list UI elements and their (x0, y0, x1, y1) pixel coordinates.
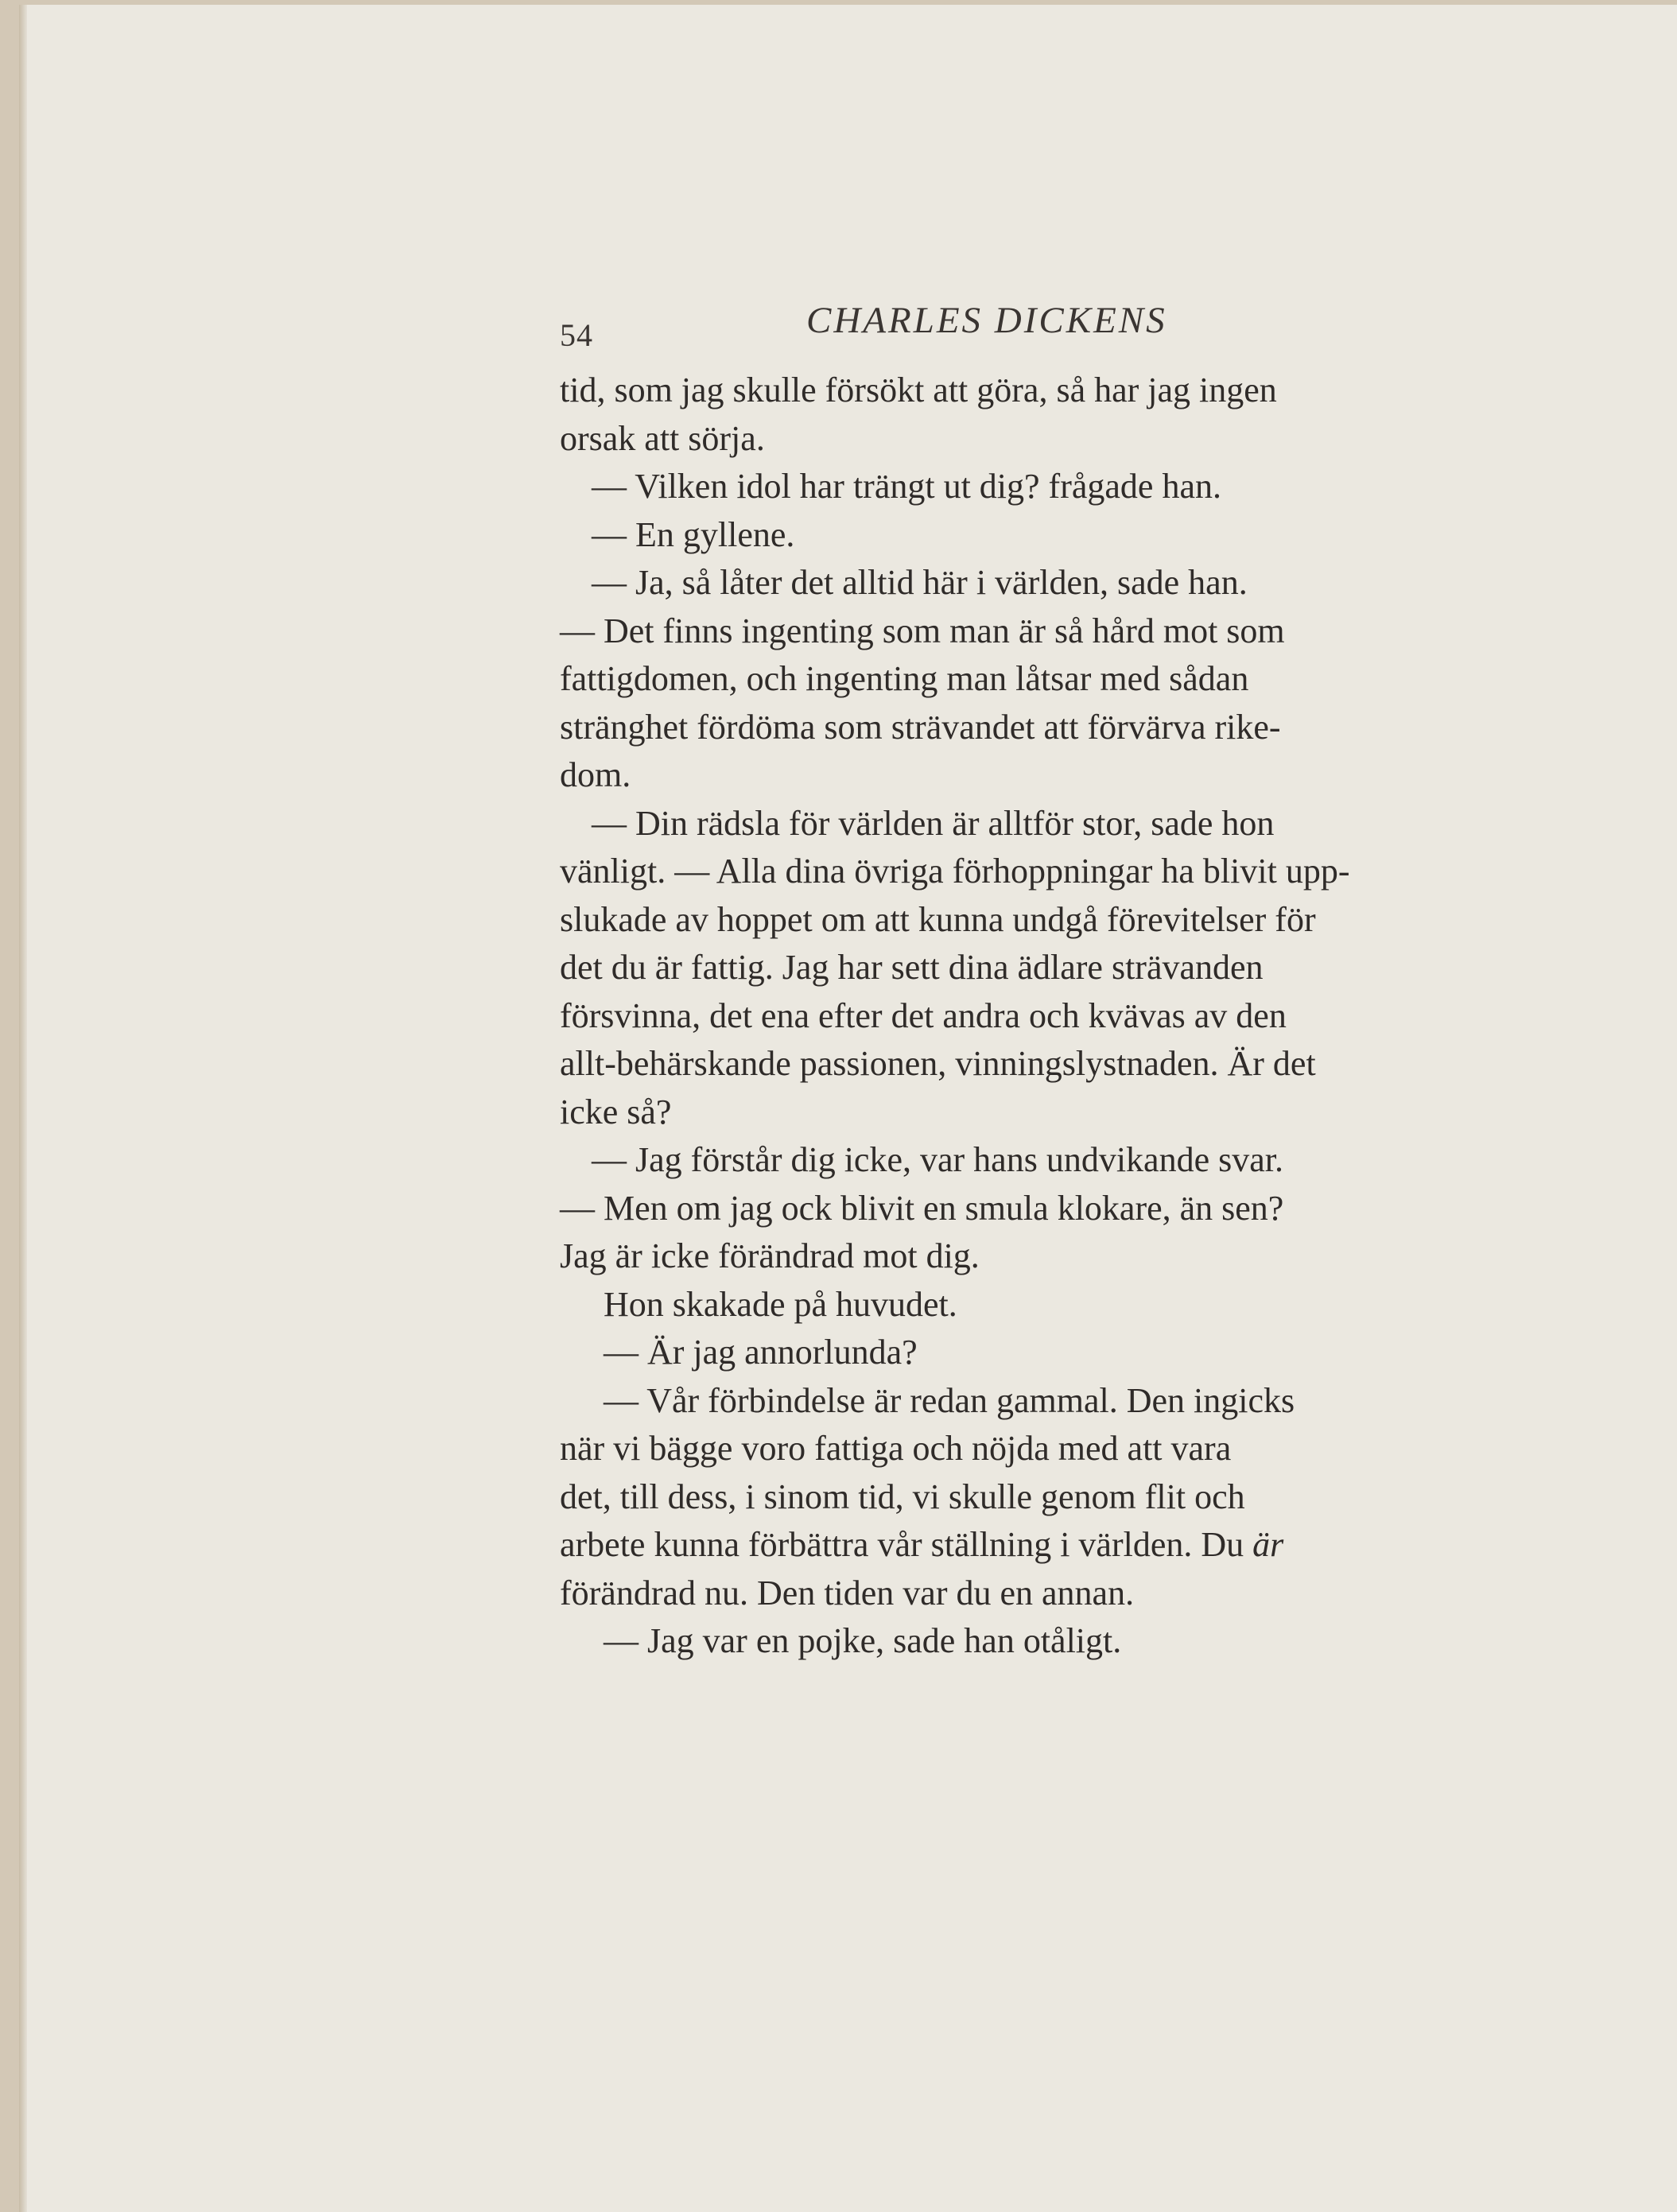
text-line: orsak att sörja. (560, 418, 765, 458)
text-line: försvinna, det ena efter det andra och kvävas av den (560, 995, 1287, 1035)
text-line: det, till dess, i sinom tid, vi skulle genom flit och (560, 1477, 1245, 1516)
text-line: dom. (560, 755, 631, 794)
emphasized-word: är (1252, 1525, 1284, 1564)
text-line: — Jag var en pojke, sade han otåligt. (604, 1621, 1122, 1660)
text-line: Hon skakade på huvudet. (604, 1284, 957, 1324)
page-header (560, 299, 1498, 363)
text-line: allt-behärskande passionen, vinningslystnaden. Är det (560, 1044, 1316, 1083)
text-line: när vi bägge voro fattiga och nöjda med att vara (560, 1429, 1232, 1468)
text-line: — En gyllene. (592, 514, 795, 554)
text-line: — Vår förbindelse är redan gammal. Den ingicks (604, 1380, 1295, 1420)
text-line: fattigdomen, och ingenting man låtsar med sådan (560, 659, 1249, 698)
text-line: — Jag förstår dig icke, var hans undvikande svar. (592, 1140, 1283, 1179)
book-page (19, 5, 1677, 2212)
text-line: — Är jag annorlunda? (604, 1333, 918, 1372)
text-line: Jag är icke förändrad mot dig. (560, 1236, 980, 1275)
text-line: tid, som jag skulle försökt att göra, så har jag ingen (560, 371, 1277, 409)
text-line: stränghet fördöma som strävandet att förvärva rike- (560, 707, 1281, 747)
text-line: icke så? (560, 1092, 672, 1131)
body-text (560, 367, 1498, 1666)
text-line: förändrad nu. Den tiden var du en annan. (560, 1573, 1135, 1612)
text-line: — Det finns ingenting som man är så hård mot som (560, 611, 1285, 650)
page-number: 54 (560, 317, 593, 353)
text-line: — Ja, så låter det alltid här i världen, sade han. (592, 563, 1248, 602)
running-head: CHARLES DICKENS (806, 300, 1167, 341)
text-line: — Vilken idol har trängt ut dig? frågade han. (592, 467, 1221, 506)
text-line: — Din rädsla för världen är alltför stor, sade hon (592, 803, 1275, 843)
text-line: slukade av hoppet om att kunna undgå förevitelser för (560, 899, 1316, 939)
text-line: det du är fattig. Jag har sett dina ädlare strävanden (560, 948, 1264, 987)
text-line: — Men om jag ock blivit en smula klokare, än sen? (560, 1188, 1284, 1228)
text-line: arbete kunna förbättra vår ställning i världen. Du är (560, 1521, 1498, 1570)
text-line: vänligt. — Alla dina övriga förhoppningar ha blivit upp- (560, 852, 1350, 891)
